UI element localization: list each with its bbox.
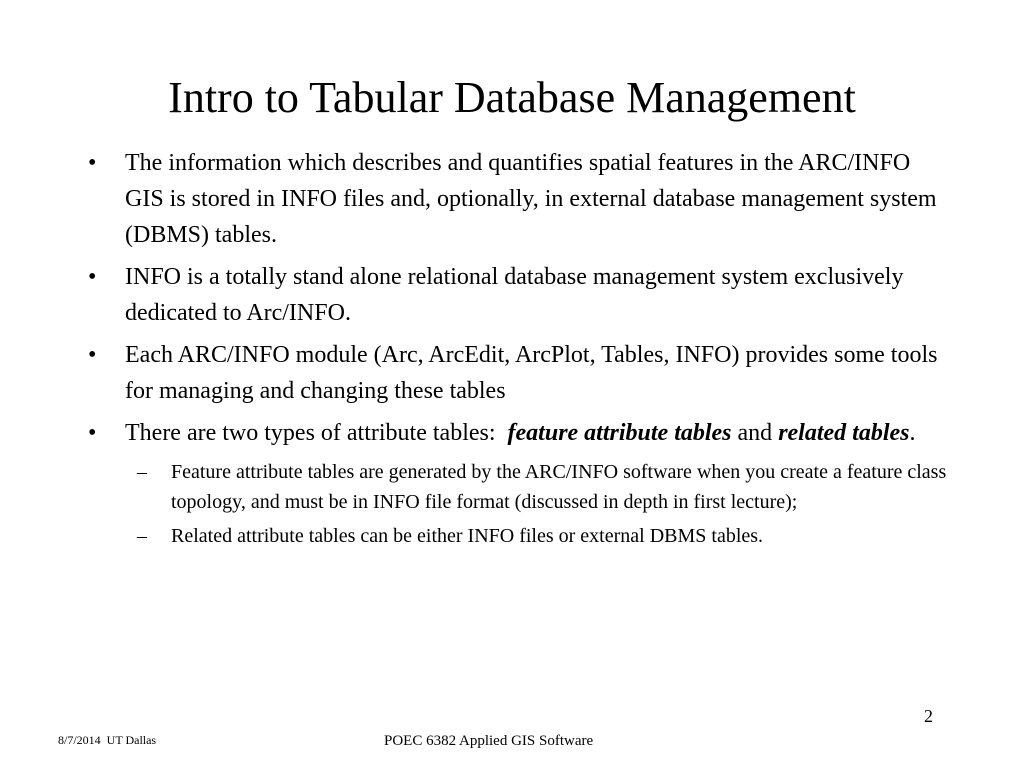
bullet-marker: • bbox=[88, 264, 97, 290]
slide-title: Intro to Tabular Database Management bbox=[168, 73, 856, 122]
bullet-text: Each ARC/INFO module (Arc, ArcEdit, ArcPlot, Tables, INFO) provides some tools for managing and changing these tables bbox=[125, 342, 938, 404]
bullet-item bbox=[88, 145, 948, 253]
bullet-text-mid: and bbox=[731, 420, 779, 446]
bullet-item bbox=[88, 415, 948, 451]
sub-bullet-marker: – bbox=[137, 461, 147, 483]
sub-bullet-group bbox=[88, 457, 948, 551]
bullet-marker: • bbox=[88, 150, 97, 176]
sub-bullet-marker: – bbox=[137, 525, 147, 547]
emphasis-feature-attribute-tables: feature attribute tables bbox=[507, 420, 732, 446]
bullet-text-after: . bbox=[909, 420, 916, 446]
sub-bullet-text: Feature attribute tables are generated by the ARC/INFO software when you create a feature class topology, and must be in INFO file format (discussed in depth in first lecture); bbox=[171, 461, 947, 513]
footer-course: POEC 6382 Applied GIS Software bbox=[384, 733, 594, 749]
bullet-text-before: There are two types of attribute tables: bbox=[125, 420, 508, 446]
page-number: 2 bbox=[924, 706, 933, 726]
bullet-list bbox=[88, 145, 948, 555]
footer-date-org: 8/7/2014 UT Dallas bbox=[58, 733, 157, 747]
sub-bullet-text: Related attribute tables can be either INFO files or external DBMS tables. bbox=[171, 525, 764, 547]
emphasis-related-tables: related tables bbox=[778, 420, 910, 446]
bullet-text: INFO is a totally stand alone relational database management system exclusively dedicated to Arc/INFO. bbox=[125, 264, 904, 326]
bullet-text bbox=[125, 420, 916, 446]
sub-bullet-list bbox=[88, 457, 948, 551]
sub-bullet-item bbox=[125, 521, 948, 551]
bullet-marker: • bbox=[88, 342, 97, 368]
bullet-item bbox=[88, 337, 948, 409]
bullet-text: The information which describes and quantifies spatial features in the ARC/INFO GIS is stored in INFO files and, optionally, in external database management system (DBMS) tables. bbox=[125, 150, 937, 248]
bullet-item bbox=[88, 259, 948, 331]
bullet-marker: • bbox=[88, 420, 97, 446]
sub-bullet-item bbox=[125, 457, 948, 517]
